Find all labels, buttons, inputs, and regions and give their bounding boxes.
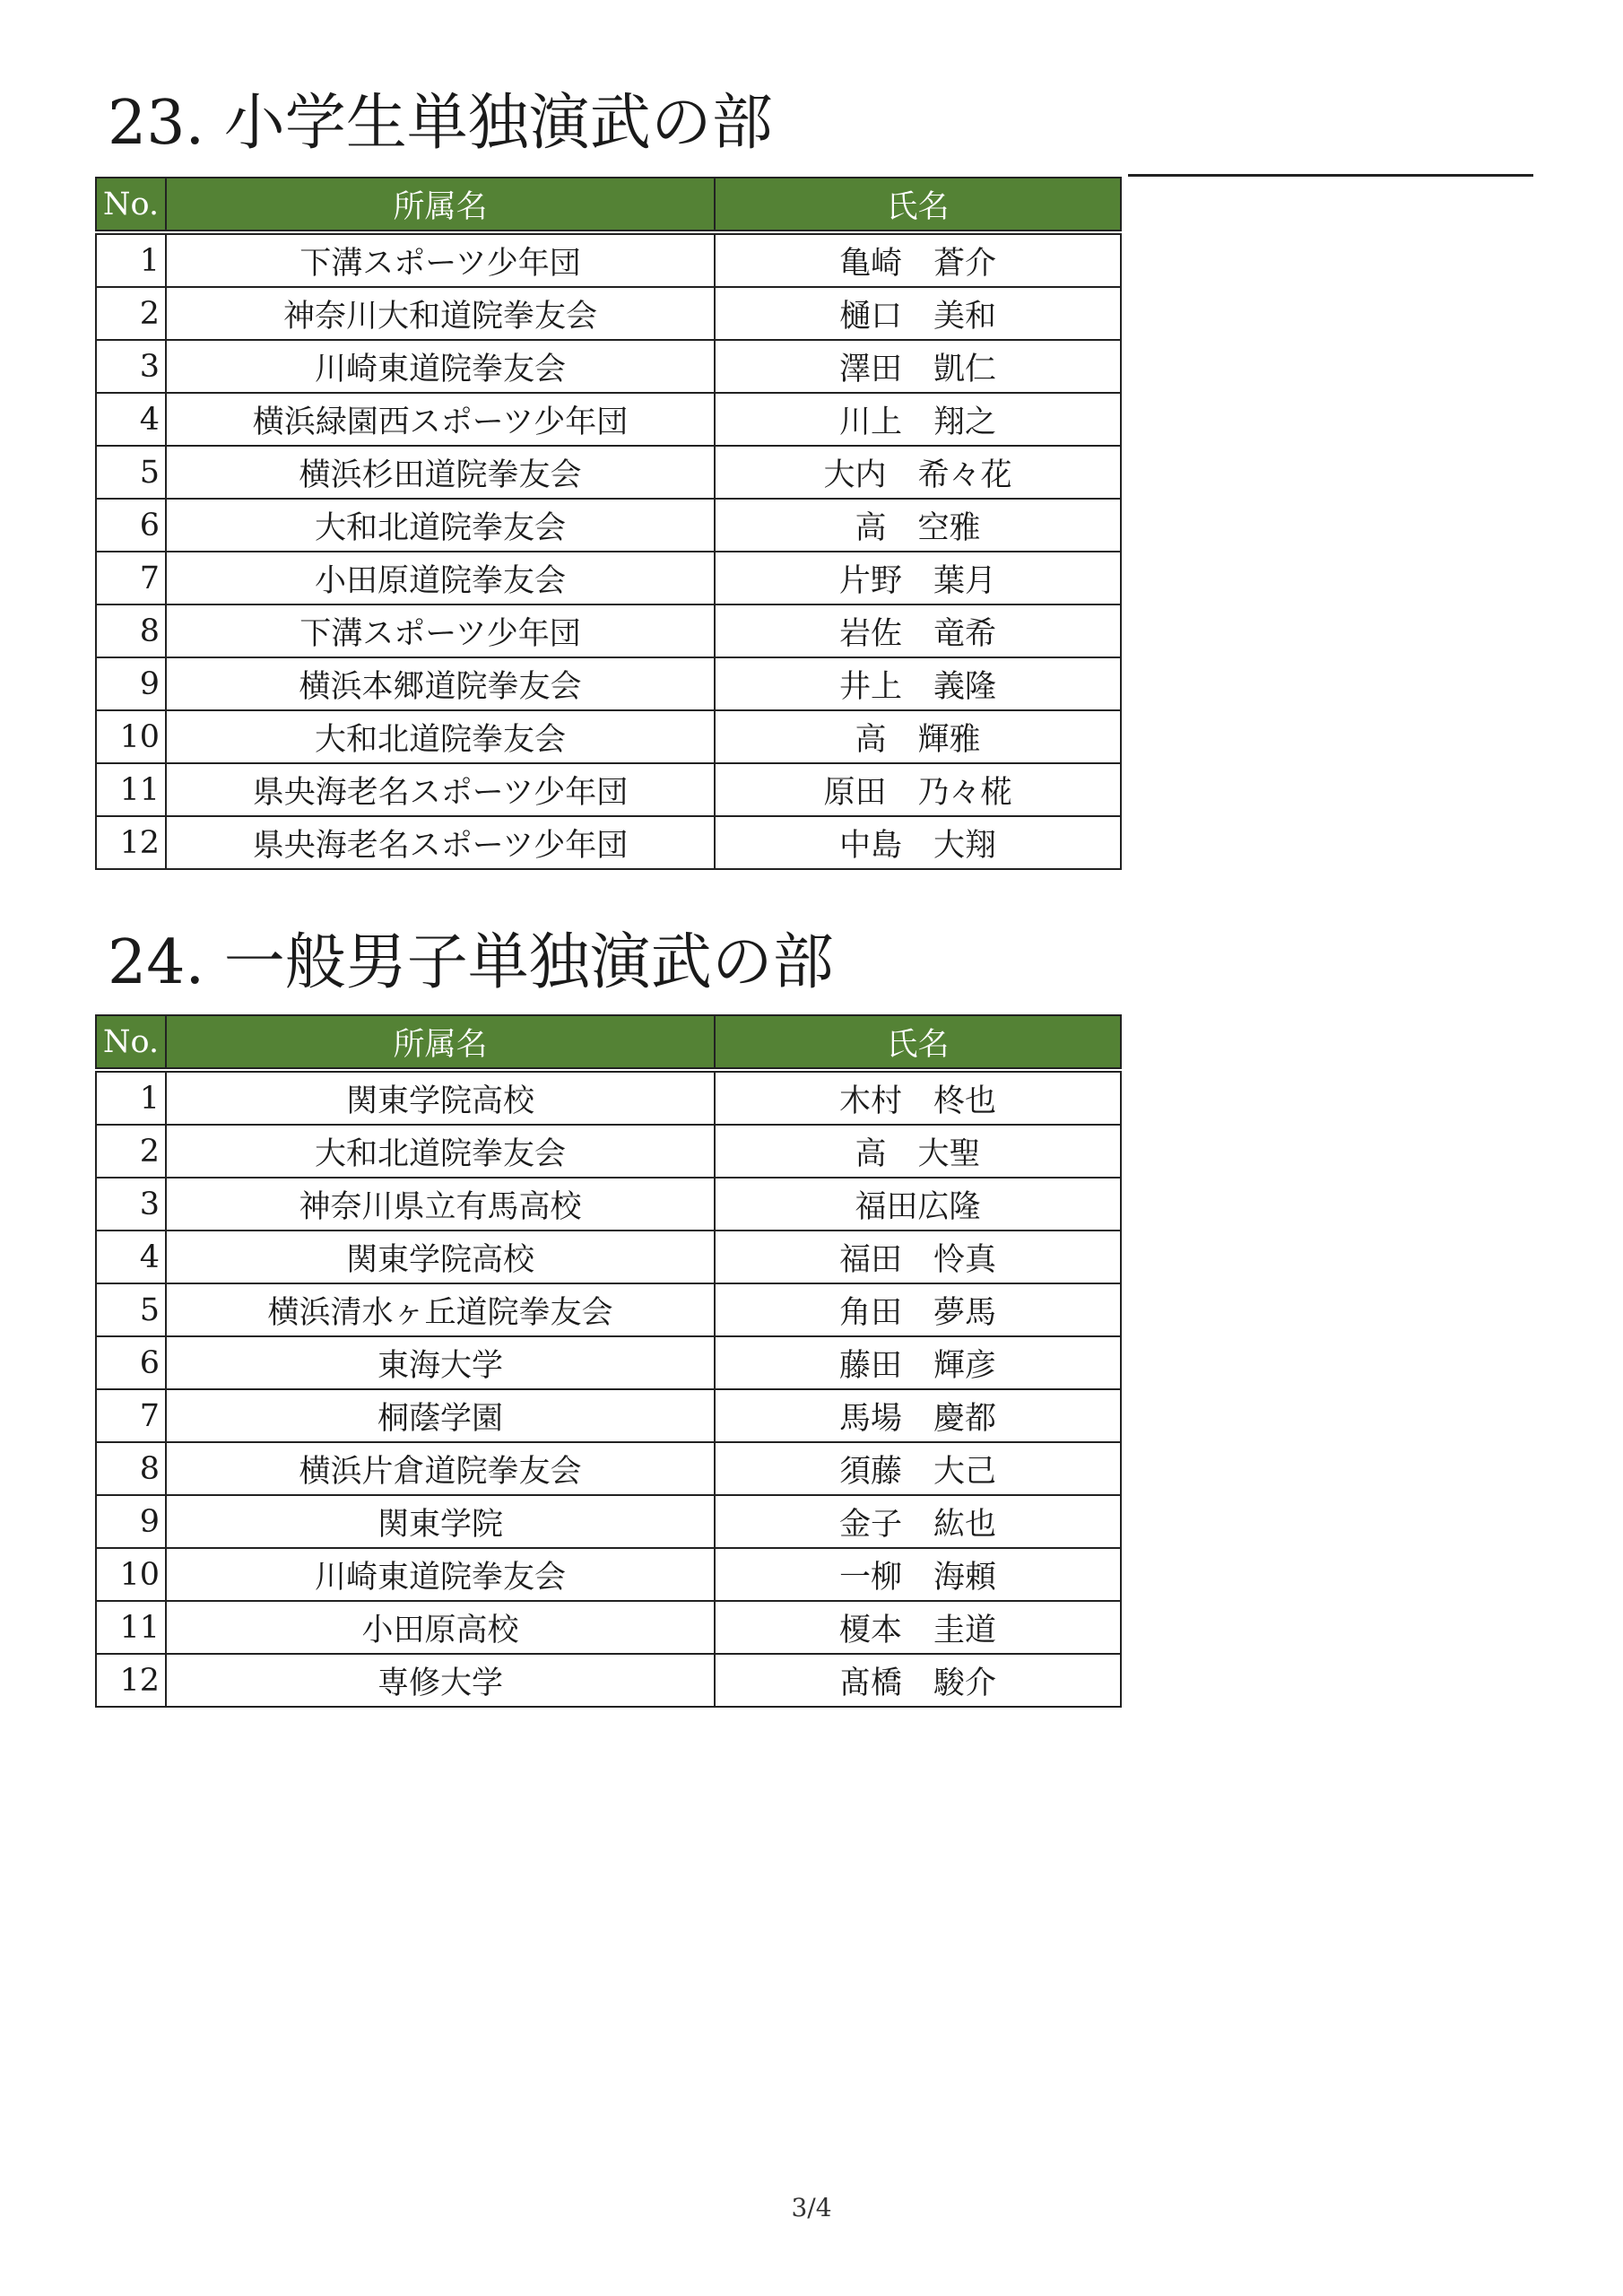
cell-no: 2 <box>96 1125 166 1178</box>
cell-affiliation: 大和北道院拳友会 <box>166 710 715 763</box>
table-row <box>96 287 1121 340</box>
header-name: 氏名 <box>715 178 1121 232</box>
cell-name: 高 空雅 <box>715 499 1121 552</box>
table-row <box>96 1389 1121 1442</box>
section-title: 23. 小学生単独演武の部 <box>108 88 773 159</box>
cell-no: 1 <box>96 1070 166 1125</box>
cell-name: 藤田 輝彦 <box>715 1336 1121 1389</box>
cell-affiliation: 下溝スポーツ少年団 <box>166 232 715 287</box>
cell-name: 井上 義隆 <box>715 657 1121 710</box>
header-no: No. <box>96 1015 166 1070</box>
cell-no: 7 <box>96 552 166 604</box>
cell-name: 樋口 美和 <box>715 287 1121 340</box>
table-row <box>96 552 1121 604</box>
page-number: 3/4 <box>791 2193 832 2222</box>
cell-affiliation: 大和北道院拳友会 <box>166 1125 715 1178</box>
cell-no: 11 <box>96 1601 166 1654</box>
cell-name: 川上 翔之 <box>715 393 1121 446</box>
cell-name: 片野 葉月 <box>715 552 1121 604</box>
header-name: 氏名 <box>715 1015 1121 1070</box>
table-row <box>96 710 1121 763</box>
cell-name: 亀崎 蒼介 <box>715 232 1121 287</box>
cell-affiliation: 東海大学 <box>166 1336 715 1389</box>
cell-affiliation: 関東学院 <box>166 1495 715 1548</box>
cell-name: 須藤 大己 <box>715 1442 1121 1495</box>
cell-no: 8 <box>96 604 166 657</box>
cell-no: 4 <box>96 1231 166 1283</box>
cell-name: 福田 怜真 <box>715 1231 1121 1283</box>
table-row <box>96 1601 1121 1654</box>
table-header-row <box>96 1015 1121 1070</box>
header-no: No. <box>96 178 166 232</box>
cell-affiliation: 小田原道院拳友会 <box>166 552 715 604</box>
table-row <box>96 816 1121 869</box>
cell-affiliation: 専修大学 <box>166 1654 715 1707</box>
cell-no: 6 <box>96 1336 166 1389</box>
cell-name: 木村 柊也 <box>715 1070 1121 1125</box>
roster-table-men <box>95 1014 1122 1708</box>
cell-affiliation: 桐蔭学園 <box>166 1389 715 1442</box>
table-header-row <box>96 178 1121 232</box>
cell-name: 原田 乃々椛 <box>715 763 1121 816</box>
cell-name: 金子 紘也 <box>715 1495 1121 1548</box>
cell-name: 大内 希々花 <box>715 446 1121 499</box>
table-row <box>96 1336 1121 1389</box>
cell-no: 12 <box>96 816 166 869</box>
cell-affiliation: 県央海老名スポーツ少年団 <box>166 816 715 869</box>
cell-affiliation: 川崎東道院拳友会 <box>166 340 715 393</box>
table-row <box>96 1178 1121 1231</box>
cell-affiliation: 横浜本郷道院拳友会 <box>166 657 715 710</box>
table-row <box>96 232 1121 287</box>
table-row <box>96 1070 1121 1125</box>
cell-affiliation: 横浜片倉道院拳友会 <box>166 1442 715 1495</box>
cell-no: 11 <box>96 763 166 816</box>
title-underline <box>1128 174 1533 177</box>
cell-affiliation: 横浜清水ヶ丘道院拳友会 <box>166 1283 715 1336</box>
cell-no: 2 <box>96 287 166 340</box>
cell-no: 5 <box>96 1283 166 1336</box>
cell-affiliation: 関東学院高校 <box>166 1070 715 1125</box>
table-row <box>96 1654 1121 1707</box>
cell-no: 1 <box>96 232 166 287</box>
cell-no: 3 <box>96 340 166 393</box>
cell-name: 澤田 凱仁 <box>715 340 1121 393</box>
table-row <box>96 604 1121 657</box>
cell-no: 4 <box>96 393 166 446</box>
cell-no: 8 <box>96 1442 166 1495</box>
cell-no: 9 <box>96 1495 166 1548</box>
table-row <box>96 1125 1121 1178</box>
table-row <box>96 340 1121 393</box>
table-row <box>96 1442 1121 1495</box>
cell-no: 9 <box>96 657 166 710</box>
cell-name: 馬場 慶都 <box>715 1389 1121 1442</box>
table-row <box>96 1283 1121 1336</box>
cell-name: 高 大聖 <box>715 1125 1121 1178</box>
cell-affiliation: 神奈川大和道院拳友会 <box>166 287 715 340</box>
cell-no: 5 <box>96 446 166 499</box>
cell-affiliation: 横浜杉田道院拳友会 <box>166 446 715 499</box>
cell-affiliation: 大和北道院拳友会 <box>166 499 715 552</box>
cell-name: 髙橋 駿介 <box>715 1654 1121 1707</box>
table-row <box>96 446 1121 499</box>
cell-no: 7 <box>96 1389 166 1442</box>
table-row <box>96 1231 1121 1283</box>
cell-no: 12 <box>96 1654 166 1707</box>
cell-name: 榎本 圭道 <box>715 1601 1121 1654</box>
cell-affiliation: 県央海老名スポーツ少年団 <box>166 763 715 816</box>
cell-name: 福田広隆 <box>715 1178 1121 1231</box>
cell-name: 岩佐 竜希 <box>715 604 1121 657</box>
cell-affiliation: 関東学院高校 <box>166 1231 715 1283</box>
cell-name: 角田 夢馬 <box>715 1283 1121 1336</box>
cell-affiliation: 川崎東道院拳友会 <box>166 1548 715 1601</box>
table-row <box>96 499 1121 552</box>
table-row <box>96 763 1121 816</box>
section-title: 24. 一般男子単独演武の部 <box>108 927 834 998</box>
table-row <box>96 657 1121 710</box>
cell-no: 10 <box>96 710 166 763</box>
cell-no: 10 <box>96 1548 166 1601</box>
cell-name: 中島 大翔 <box>715 816 1121 869</box>
header-affiliation: 所属名 <box>166 178 715 232</box>
cell-affiliation: 下溝スポーツ少年団 <box>166 604 715 657</box>
table-row <box>96 393 1121 446</box>
roster-table-elementary <box>95 177 1122 870</box>
cell-affiliation: 横浜緑園西スポーツ少年団 <box>166 393 715 446</box>
cell-no: 6 <box>96 499 166 552</box>
cell-name: 高 輝雅 <box>715 710 1121 763</box>
cell-affiliation: 小田原高校 <box>166 1601 715 1654</box>
header-affiliation: 所属名 <box>166 1015 715 1070</box>
table-row <box>96 1495 1121 1548</box>
cell-affiliation: 神奈川県立有馬高校 <box>166 1178 715 1231</box>
cell-no: 3 <box>96 1178 166 1231</box>
table-row <box>96 1548 1121 1601</box>
cell-name: 一柳 海頼 <box>715 1548 1121 1601</box>
